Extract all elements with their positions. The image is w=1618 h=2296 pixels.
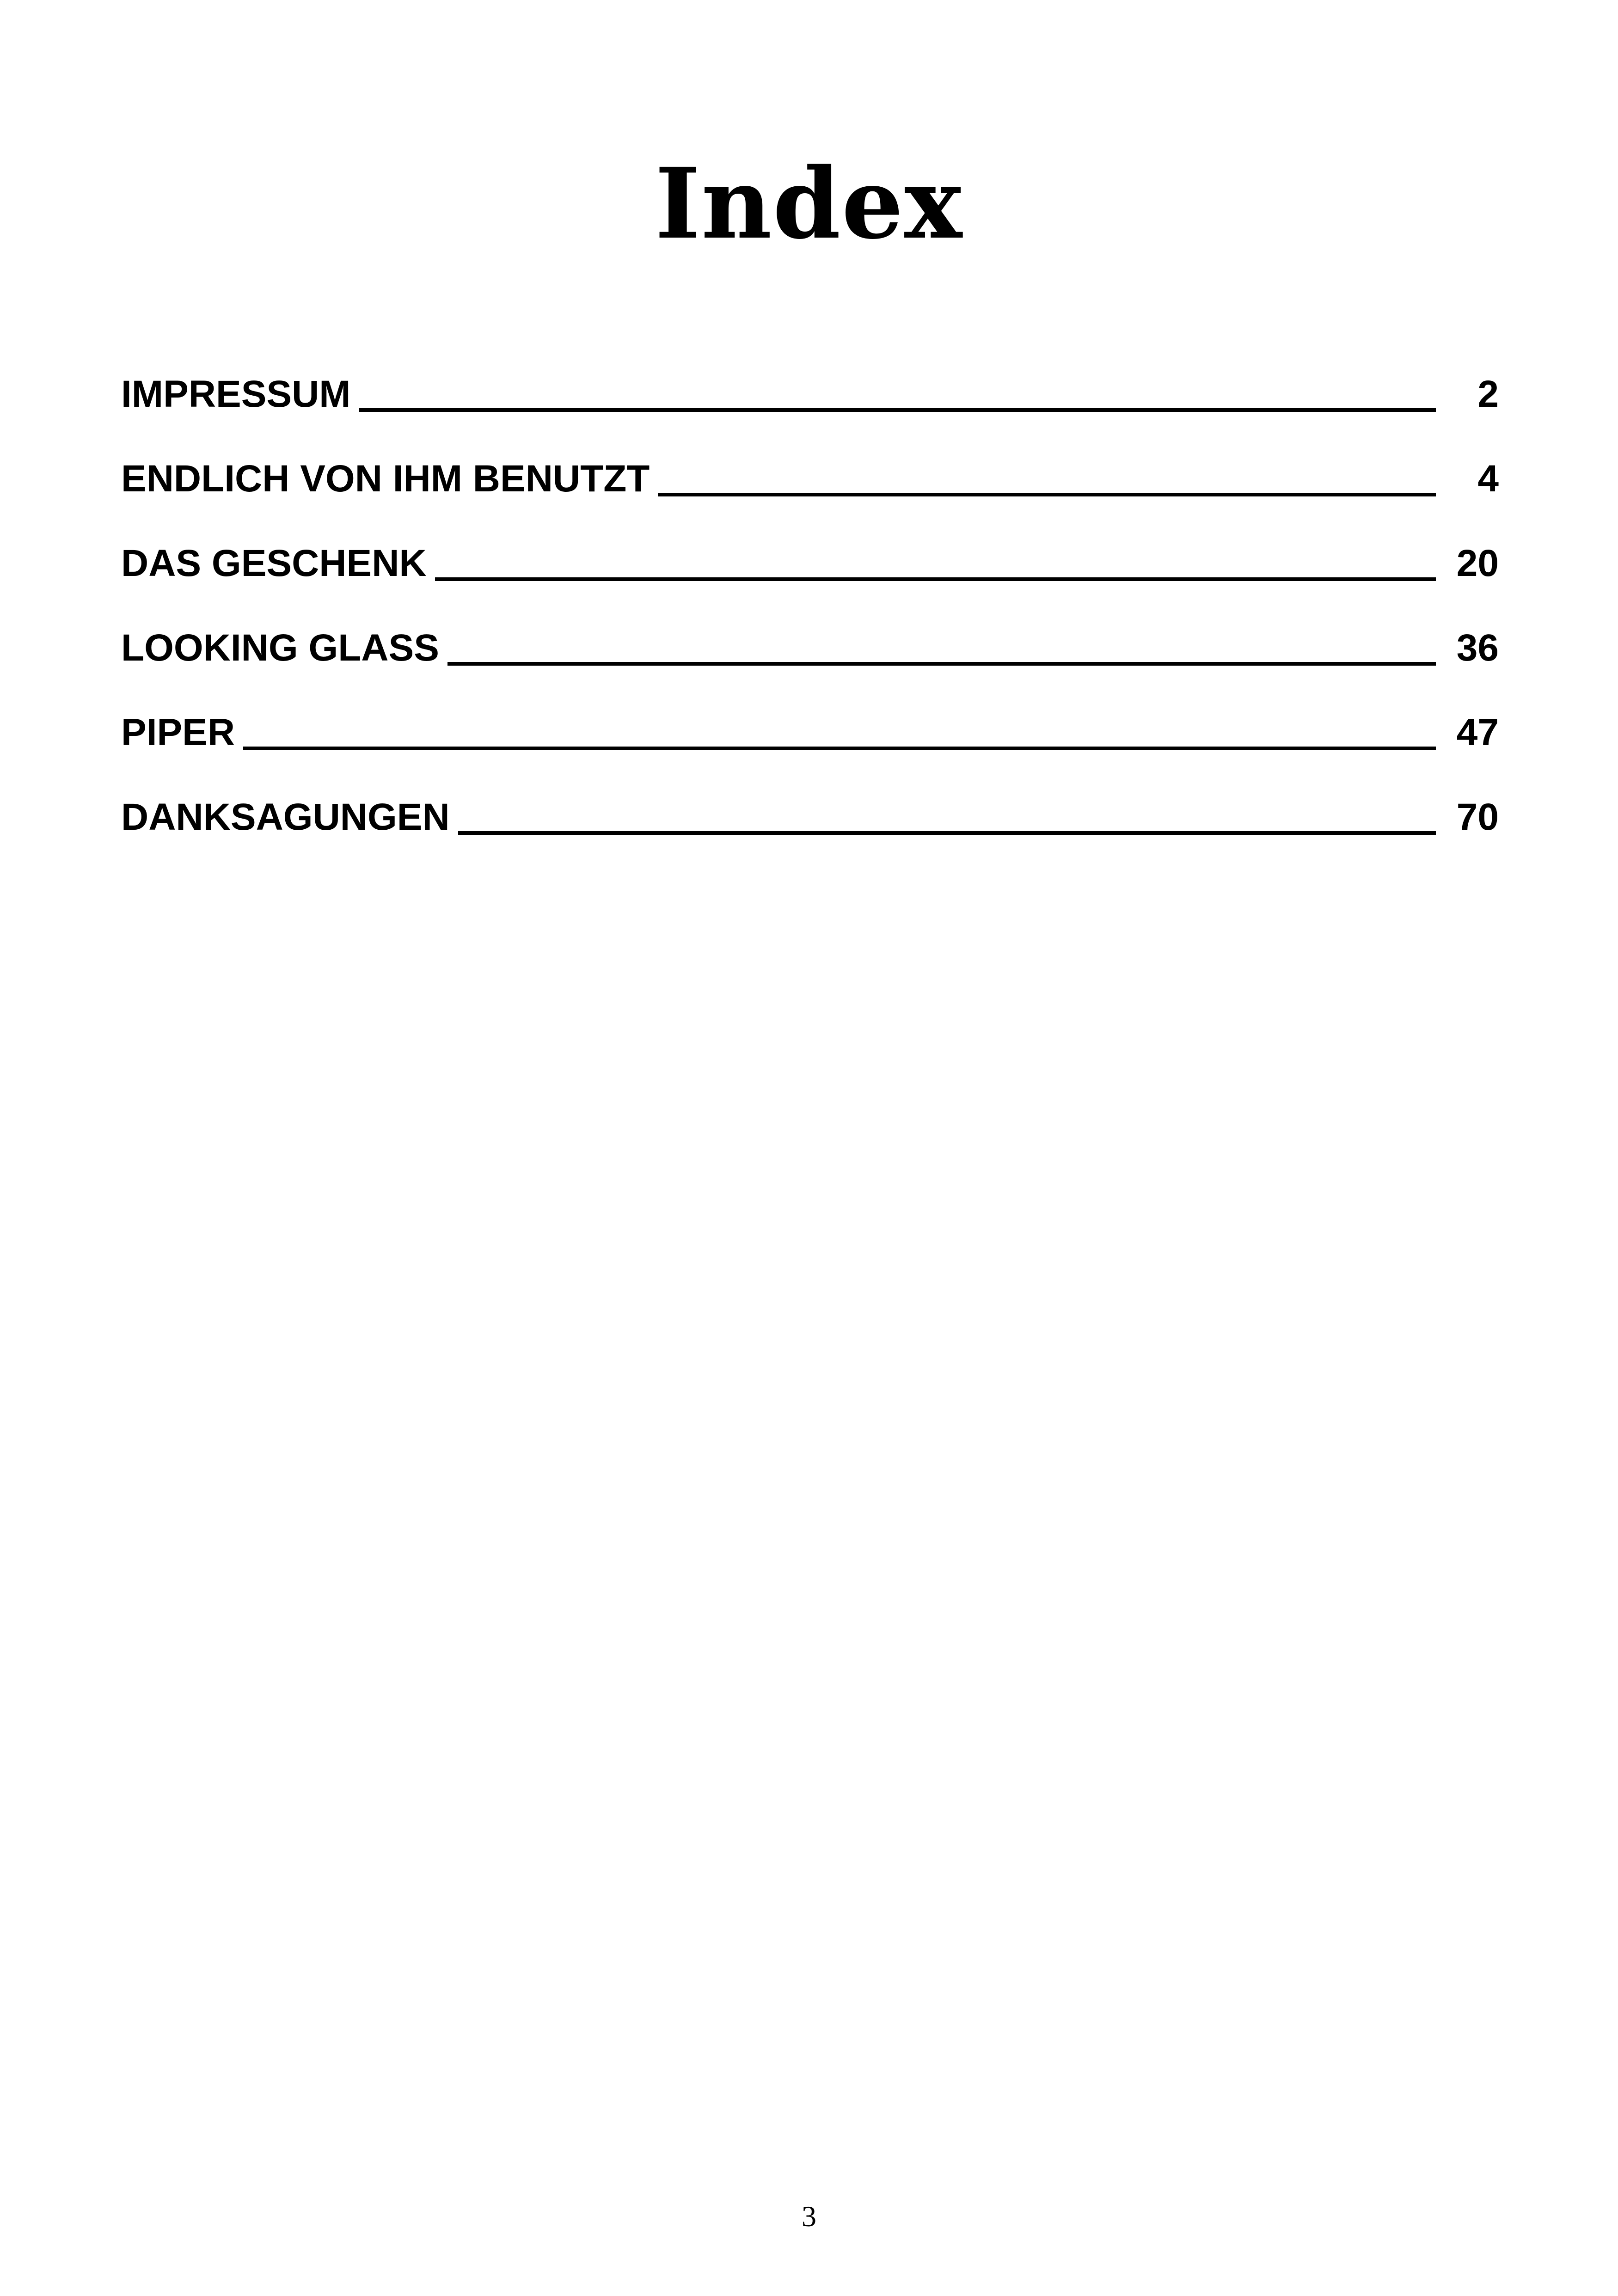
toc-leader-line: [458, 831, 1436, 835]
toc-entry-label: DAS GESCHENK: [121, 542, 427, 584]
toc-leader-line: [243, 747, 1436, 750]
toc-entry-label: ENDLICH VON IHM BENUTZT: [121, 458, 650, 500]
page-number: 3: [802, 2200, 816, 2233]
toc-entry-label: PIPER: [121, 711, 235, 753]
toc-leader-line: [447, 662, 1436, 666]
toc-entry-page: 47: [1456, 711, 1499, 753]
toc-entry-page: 36: [1456, 627, 1499, 669]
toc-entry-page: 70: [1456, 796, 1499, 838]
table-of-contents: [121, 333, 1499, 840]
toc-entry-das-geschenk[interactable]: [121, 502, 1499, 587]
toc-entry-page: 2: [1477, 373, 1499, 415]
toc-entry-impressum[interactable]: [121, 333, 1499, 417]
toc-leader-line: [359, 408, 1436, 412]
toc-entry-page: 4: [1477, 458, 1499, 500]
toc-leader-line: [658, 493, 1436, 496]
toc-entry-page: 20: [1456, 542, 1499, 584]
toc-entry-label: LOOKING GLASS: [121, 627, 439, 669]
toc-entry-label: DANKSAGUNGEN: [121, 796, 450, 838]
page-title: Index: [655, 146, 963, 261]
toc-entry-label: IMPRESSUM: [121, 373, 351, 415]
toc-entry-piper[interactable]: [121, 671, 1499, 756]
toc-entry-looking-glass[interactable]: [121, 587, 1499, 671]
toc-leader-line: [435, 577, 1436, 581]
toc-entry-endlich-von-ihm-benutzt[interactable]: [121, 417, 1499, 502]
toc-entry-danksagungen[interactable]: [121, 756, 1499, 840]
